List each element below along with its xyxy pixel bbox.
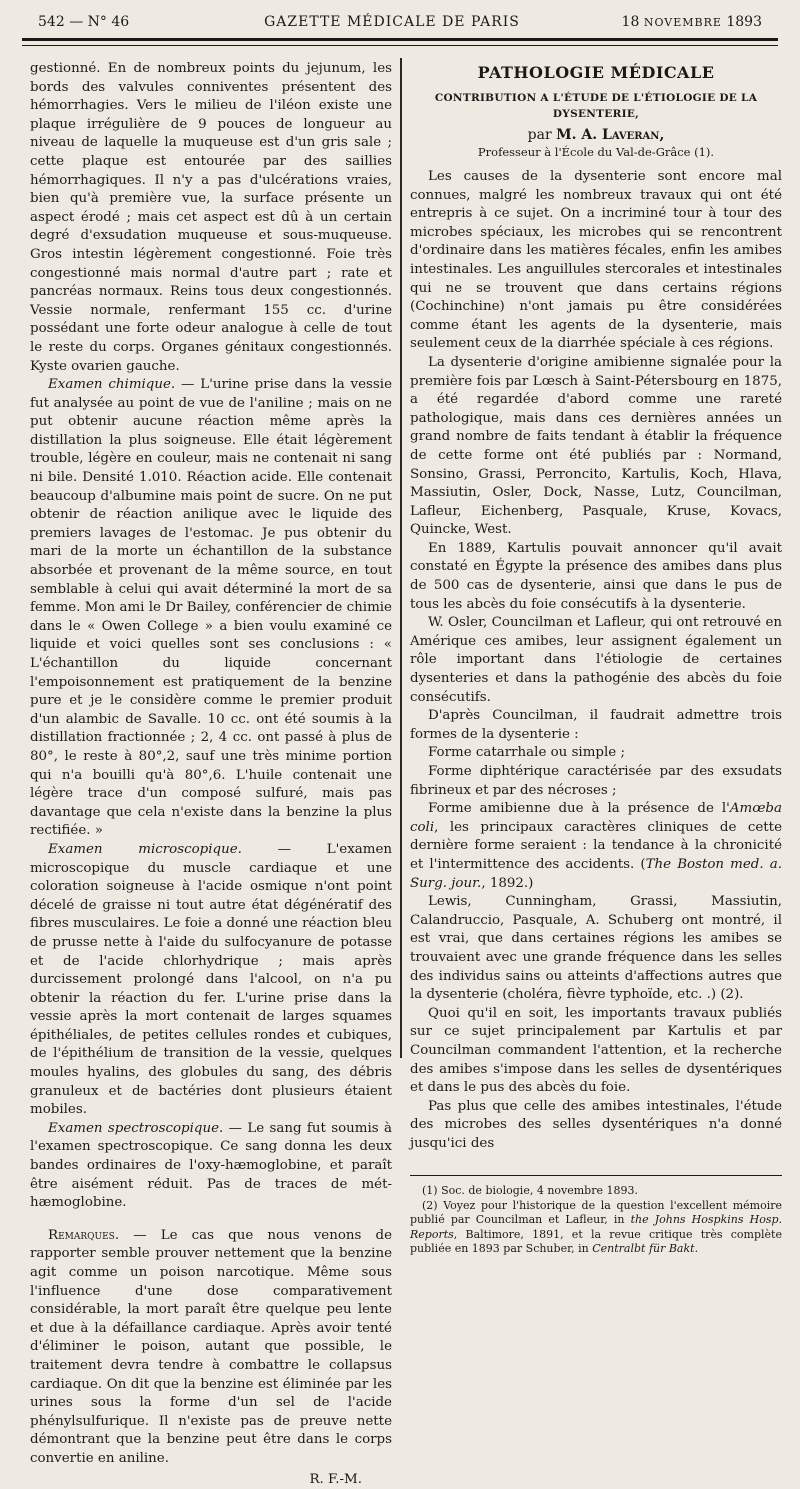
- paragraph-gap: [30, 1213, 392, 1227]
- microscopic-exam-text: — L'examen microscopique du muscle cardiaque et une coloration soigneuse à l'acide osmique n'ont point décelé de graisse ni tout autre état dégénératif des fibres musculaires. Le foie a donné une réaction bleu de prusse nette à l'aide du sulfocyanure de potasse et de l'acide chlorhydrique ; mais après durcissement prolongé dans l'alcool, on n'a pu obtenir la réaction du fer. L'urine prise dans la vessie après la mort contenait de larges squames épithéliales, de petites cellules rondes et cubiques, de l'épithélium de transition de la vessie, quelques moules hyalins, des globules du sang, des débris granuleux et de bactéries dont plusieurs étaient mobiles.: [30, 841, 393, 1118]
- centralblatt-ref: Centralbt für Bakt: [592, 1242, 695, 1256]
- article-title: CONTRIBUTION A L'ÉTUDE DE L'ÉTIOLOGIE DE LA DYSENTERIE,: [434, 92, 758, 120]
- issue-number: — N° 46: [69, 14, 130, 30]
- date-day: 18: [621, 14, 640, 30]
- footnote-rule: [410, 1175, 782, 1176]
- date-year: 1893: [726, 14, 762, 30]
- form-amoebic-text-c: , 1892.): [481, 875, 534, 891]
- remarks-label: Remarques.: [48, 1227, 120, 1243]
- conclusion-paragraph: Quoi qu'il en soit, les importants travaux publiés sur ce sujet principalement par Kartulis et par Councilman commandent l'attention, et la recherche des amibes s'impose dans les selles de dysentériques et dans le pus des abcès du foie.: [410, 1005, 782, 1096]
- header-rule-thick: [22, 38, 778, 41]
- footnote-1: (1) Soc. de biologie, 4 novembre 1893.: [422, 1184, 638, 1198]
- microscopic-exam-label: Examen microscopique.: [48, 841, 242, 857]
- issue-date: [622, 14, 762, 30]
- form-amoebic-text-a: Forme amibienne due à la présence de l': [428, 801, 730, 817]
- remarks-text: — Le cas que nous venons de rapporter semble prouver nettement que la benzine agit comme un poison narcotique. Même sous l'influence d'une dose comparativement considérable, la mort paraît être quelque peu lente et due à la défaillance cardiaque. Après avoir tenté d'éliminer le poison, autant que possible, le traitement devra tendre à combattre le collapsus cardiaque. On dit que la benzine est éliminée par les urines sous la forme d'un sel de l'acide phénylsulfurique. Il n'existe pas de preuve nette démontrant que la benzine peut être dans le corps convertie en aniline.: [30, 1227, 392, 1466]
- form-amoebic-text-b: , les principaux caractères cliniques de cette dernière forme seraient : la tendance à la chronicité et l'intermittence des accidents. (: [410, 819, 782, 872]
- section-title: PATHOLOGIE MÉDICALE: [477, 63, 715, 82]
- author-prefix: par: [527, 127, 557, 143]
- column-divider: [400, 58, 402, 1058]
- page-header: [22, 14, 762, 36]
- journal-title: GAZETTE MÉDICALE DE PARIS: [264, 14, 520, 30]
- date-month: NOVEMBRE: [643, 16, 722, 29]
- osler-paragraph: W. Osler, Councilman et Lafleur, qui ont retrouvé en Amérique ces amibes, leur assignent également un rôle important dans l'étiologie de certaines dysenteries et dans la pathogénie des abcès du foie consécutifs.: [410, 615, 782, 705]
- intro-paragraph: Les causes de la dysenterie sont encore mal connues, malgré les nombreux travaux qui ont été entrepris à ce sujet. On a incriminé tour à tour des microbes spéciaux, les microbes qui se rencontrent d'ordinaire dans les matières fécales, enfin les amibes intestinales. Les anguillules stercorales et intestinales qui ne se trouvent que dans certains régions (Cochinchine) n'ont jamais pu être considérées comme étant les agents de la dysenterie, mais seulement ceux de la diarrhée spéciale à ces régions.: [410, 169, 782, 352]
- footnote-2-text-a: (2) Voyez pour l'historique de la question l'excellent mémoire publié par Councilman et Lafleur, in: [410, 1198, 782, 1227]
- article-author: [410, 126, 782, 144]
- microbes-paragraph: Pas plus que celle des amibes intestinales, l'étude des microbes des selles dysentériques n'a donné jusqu'ici des: [410, 1098, 782, 1151]
- spectroscopic-exam-text: — Le sang fut soumis à l'examen spectroscopique. Ce sang donna les deux bandes ordinaires de l'oxy-hæmoglobine, et paraît être aisément réduit. Pas de traces de mét-hæmoglobine.: [30, 1120, 392, 1211]
- footnote-2-text-c: .: [694, 1242, 699, 1256]
- kartulis-paragraph: En 1889, Kartulis pouvait annoncer qu'il avait constaté en Égypte la présence des amibes dans plus de 500 cas de dysenterie, ainsi que dans le pus de tous les abcès du foie consécutifs à la dysenterie.: [410, 540, 782, 612]
- spectroscopic-exam-label: Examen spectroscopique.: [48, 1120, 224, 1136]
- autopsy-paragraph: gestionné. En de nombreux points du jejunum, les bords des valvules conniventes présentent des hémorrhagies. Vers le milieu de l'iléon existe une plaque irrégulière de 9 pouces de longueur au niveau de laquelle la muqueuse est d'un gris sale ; cette plaque est entourée par des saillies hémorrhagiques. Il n'y a pas d'ulcérations vraies, bien qu'à première vue, la surface présente un aspect érodé ; mais cet aspect est dû à un certain degré d'exsudation muqueuse et sous-muqueuse. Gros intestin légèrement congestionné. Foie très congestionné mais normal d'autre part ; rate et pancréas normaux. Reins tous deux congestionnés. Vessie normale, renfermant 155 cc. d'urine possédant une forte odeur analogue à celle de tout le reste du corps. Organes génitaux congestionnés. Kyste ovarien gauche.: [30, 61, 392, 374]
- page-number-value: 542: [38, 14, 65, 30]
- councilman-forms-paragraph: D'après Councilman, il faudrait admettre trois formes de la dysenterie :: [410, 708, 782, 742]
- form-catarrhal: Forme catarrhale ou simple ;: [428, 745, 625, 761]
- chemical-exam-label: Examen chimique.: [48, 377, 176, 393]
- footnote-2: [410, 1199, 782, 1257]
- microscopic-exam-paragraph: [30, 841, 392, 1120]
- chemical-exam-text: — L'urine prise dans la vessie fut analysée au point de vue de l'aniline ; mais on ne put obtenir aucune réaction même après la distillation la plus soigneuse. Elle était légèrement trouble, légère en couleur, mais ne contenait ni sang ni bile. Densité 1.010. Réaction acide. Elle contenait beaucoup d'albumine mais point de sucre. On ne put obtenir de réaction anilique avec le liquide des premiers lavages de l'estomac. Je pus obtenir du mari de la morte un échantillon de la substance absorbée et provenant de la même source, en tout semblable à celui qui avait déterminé la mort de sa femme. Mon ami le Dr Bailey, conférencier de chimie dans le « Owen College » a bien voulu examiné ce liquide et voici quelles sont ses conclusions : « L'échantillon du liquide concernant l'empoisonnement est pratiquement de la benzine pure et je le considère comme le premier produit d'un alambic de Savalle. 10 cc. ont été soumis à la distillation fractionnée ; 2, 4 cc. ont passé à plus de 80°, le reste à 80°,2, sauf une très minime portion qui n'a bouilli qu'à 80°,6. L'huile contenait une légère trace d'un composé sulfuré, mais pas davantage que cela n'existe dans la benzine la plus rectifiée. »: [30, 377, 392, 839]
- boston-journal-ref: The Boston med. a. Surg. jour.: [410, 856, 782, 891]
- form-diphtheric: Forme diphtérique caractérisée par des exsudats fibrineux et par des nécroses ;: [410, 764, 782, 798]
- author-affiliation: Professeur à l'École du Val-de-Grâce (1).: [477, 145, 715, 159]
- form-amoebic: [410, 800, 782, 893]
- footnote-2-text-b: , Baltimore, 1891, et la revue critique très complète publiée en 1893 par Schuber, in: [410, 1227, 782, 1256]
- remarks-paragraph: [30, 1227, 392, 1469]
- amoebic-history-paragraph: La dysenterie d'origine amibienne signalée pour la première fois par Lœsch à Saint-Pétersbourg en 1875, a été regardée d'abord comme une rareté pathologique, mais dans ces dernières années un grand nombre de faits tendant à établir la fréquence de cette forme ont été publiés par : Normand, Sonsino, Grassi, Perroncito, Kartulis, Koch, Hlava, Massiutin, Osler, Dock, Nasse, Lutz, Councilman, Lafleur, Eichenberg, Pasquale, Kruse, Kovacs, Quincke, West.: [410, 354, 782, 538]
- johns-hopkins-ref: the Johns Hospkins Hosp. Reports: [410, 1213, 782, 1241]
- left-column: [30, 60, 392, 1489]
- chemical-exam-paragraph: [30, 376, 392, 841]
- header-rule-thin: [22, 45, 778, 46]
- lewis-paragraph: Lewis, Cunningham, Grassi, Massiutin, Calandruccio, Pasquale, A. Schuberg ont montré, il est vrai, que dans certaines régions les amibes se trouvaient avec une grande fréquence dans les selles des individus sains ou atteints d'affections autres que la dysenterie (choléra, fièvre typhoïde, etc. .) (2).: [410, 894, 782, 1003]
- author-name: M. A. Laveran,: [556, 127, 665, 143]
- spectroscopic-exam-paragraph: [30, 1120, 392, 1213]
- signature: R. F.-M.: [309, 1471, 362, 1487]
- amoeba-coli-term: Amœba coli: [410, 801, 782, 835]
- right-column: [410, 62, 782, 1257]
